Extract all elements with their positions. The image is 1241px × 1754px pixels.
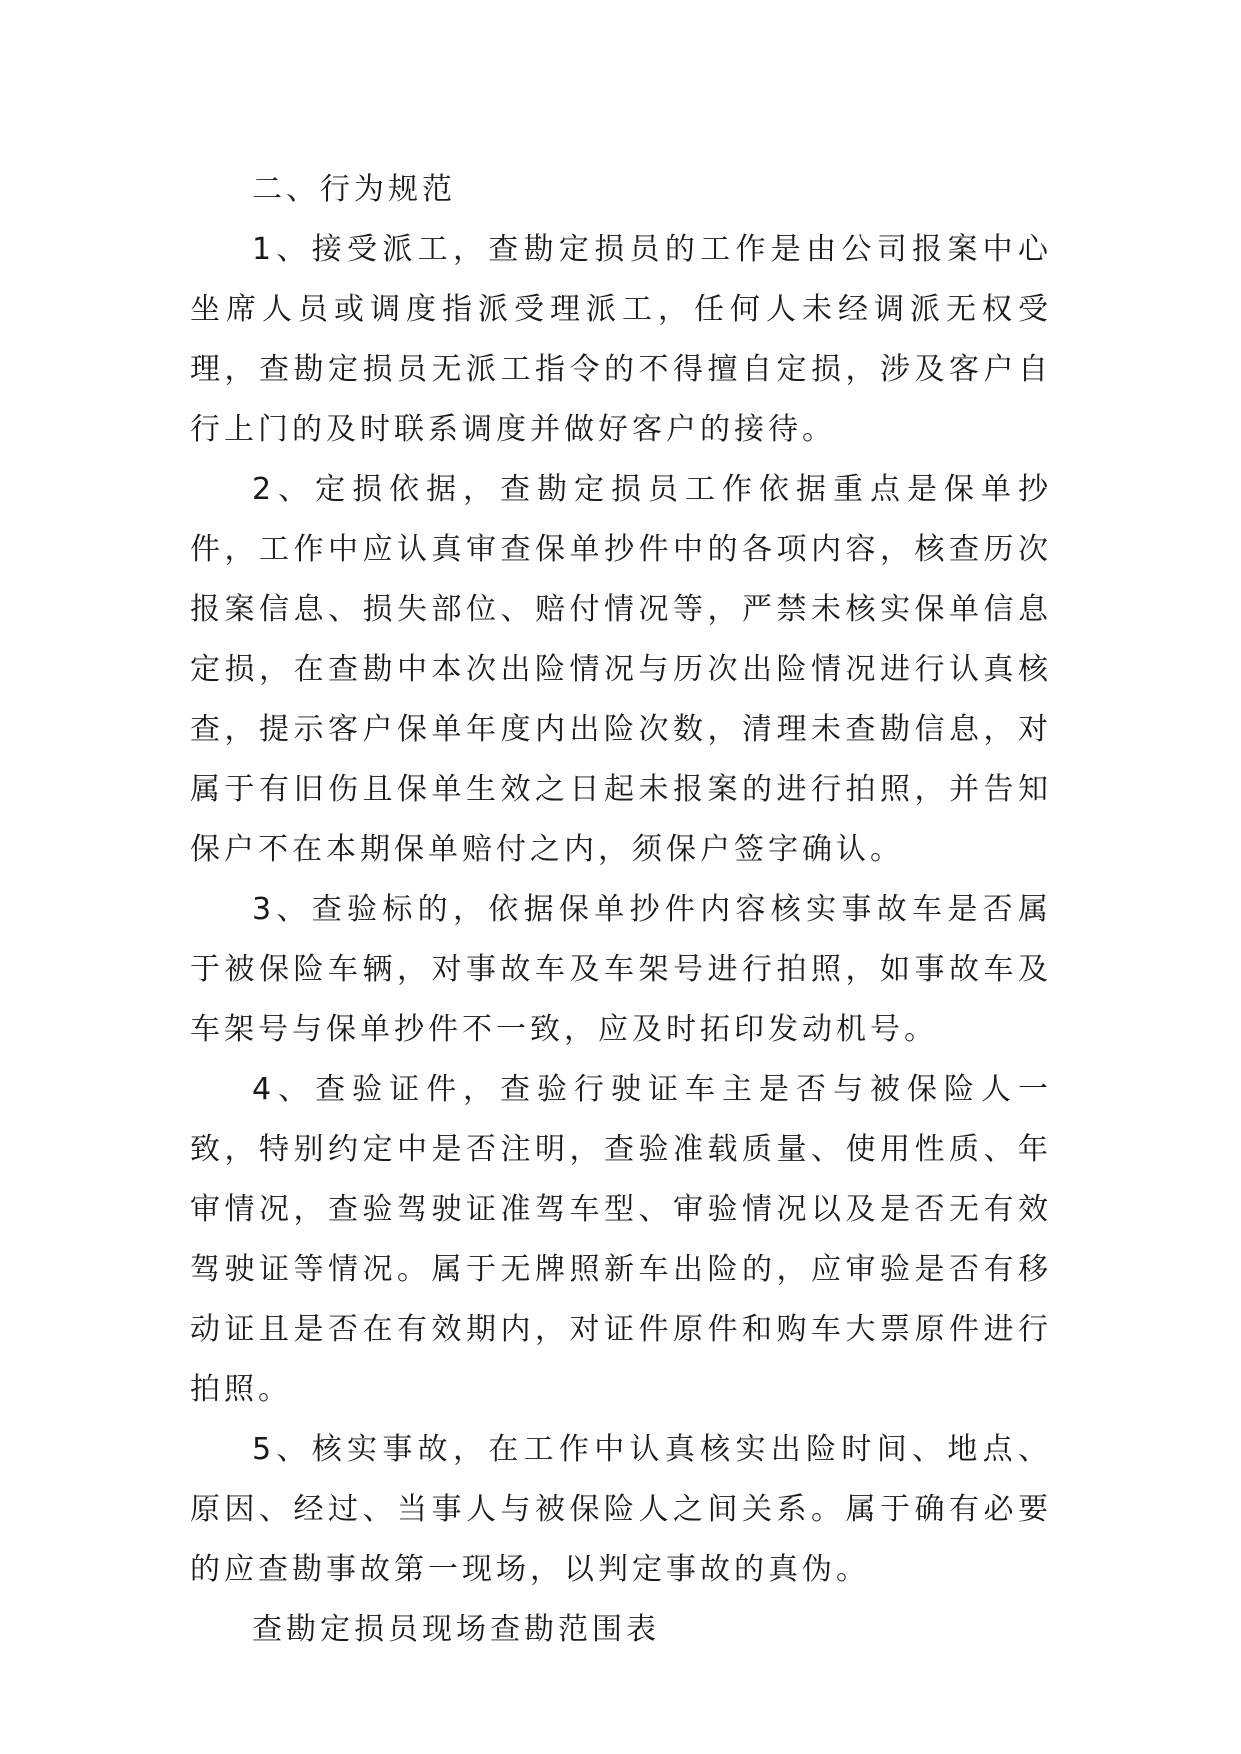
paragraph-3: 3、查验标的，依据保单抄件内容核实事故车是否属于被保险车辆，对事故车及车架号进行拍照，如事故车及车架号与保单抄件不一致，应及时拓印发动机号。 <box>190 892 1052 1047</box>
section-heading: 二、行为规范 <box>252 172 456 207</box>
document-body <box>190 160 1052 1660</box>
table-title: 查勘定损员现场查勘范围表 <box>252 1612 660 1647</box>
paragraph-2: 2、定损依据，查勘定损员工作依据重点是保单抄件，工作中应认真审查保单抄件中的各项内容，核查历次报案信息、损失部位、赔付情况等，严禁未核实保单信息定损，在查勘中本次出险情况与历次出险情况进行认真核查，提示客户保单年度内出险次数，清理未查勘信息，对属于有旧伤且保单生效之日起未报案的进行拍照，并告知保户不在本期保单赔付之内，须保户签字确认。 <box>190 472 1052 867</box>
paragraph-5: 5、核实事故，在工作中认真核实出险时间、地点、原因、经过、当事人与被保险人之间关系。属于确有必要的应查勘事故第一现场，以判定事故的真伪。 <box>190 1432 1052 1587</box>
paragraph-1: 1、接受派工，查勘定损员的工作是由公司报案中心坐席人员或调度指派受理派工，任何人未经调派无权受理，查勘定损员无派工指令的不得擅自定损，涉及客户自行上门的及时联系调度并做好客户的接待。 <box>190 232 1052 447</box>
paragraph-4: 4、查验证件，查验行驶证车主是否与被保险人一致，特别约定中是否注明，查验准载质量、使用性质、年审情况，查验驾驶证准驾车型、审验情况以及是否无有效驾驶证等情况。属于无牌照新车出险的，应审验是否有移动证且是否在有效期内，对证件原件和购车大票原件进行拍照。 <box>190 1072 1052 1407</box>
